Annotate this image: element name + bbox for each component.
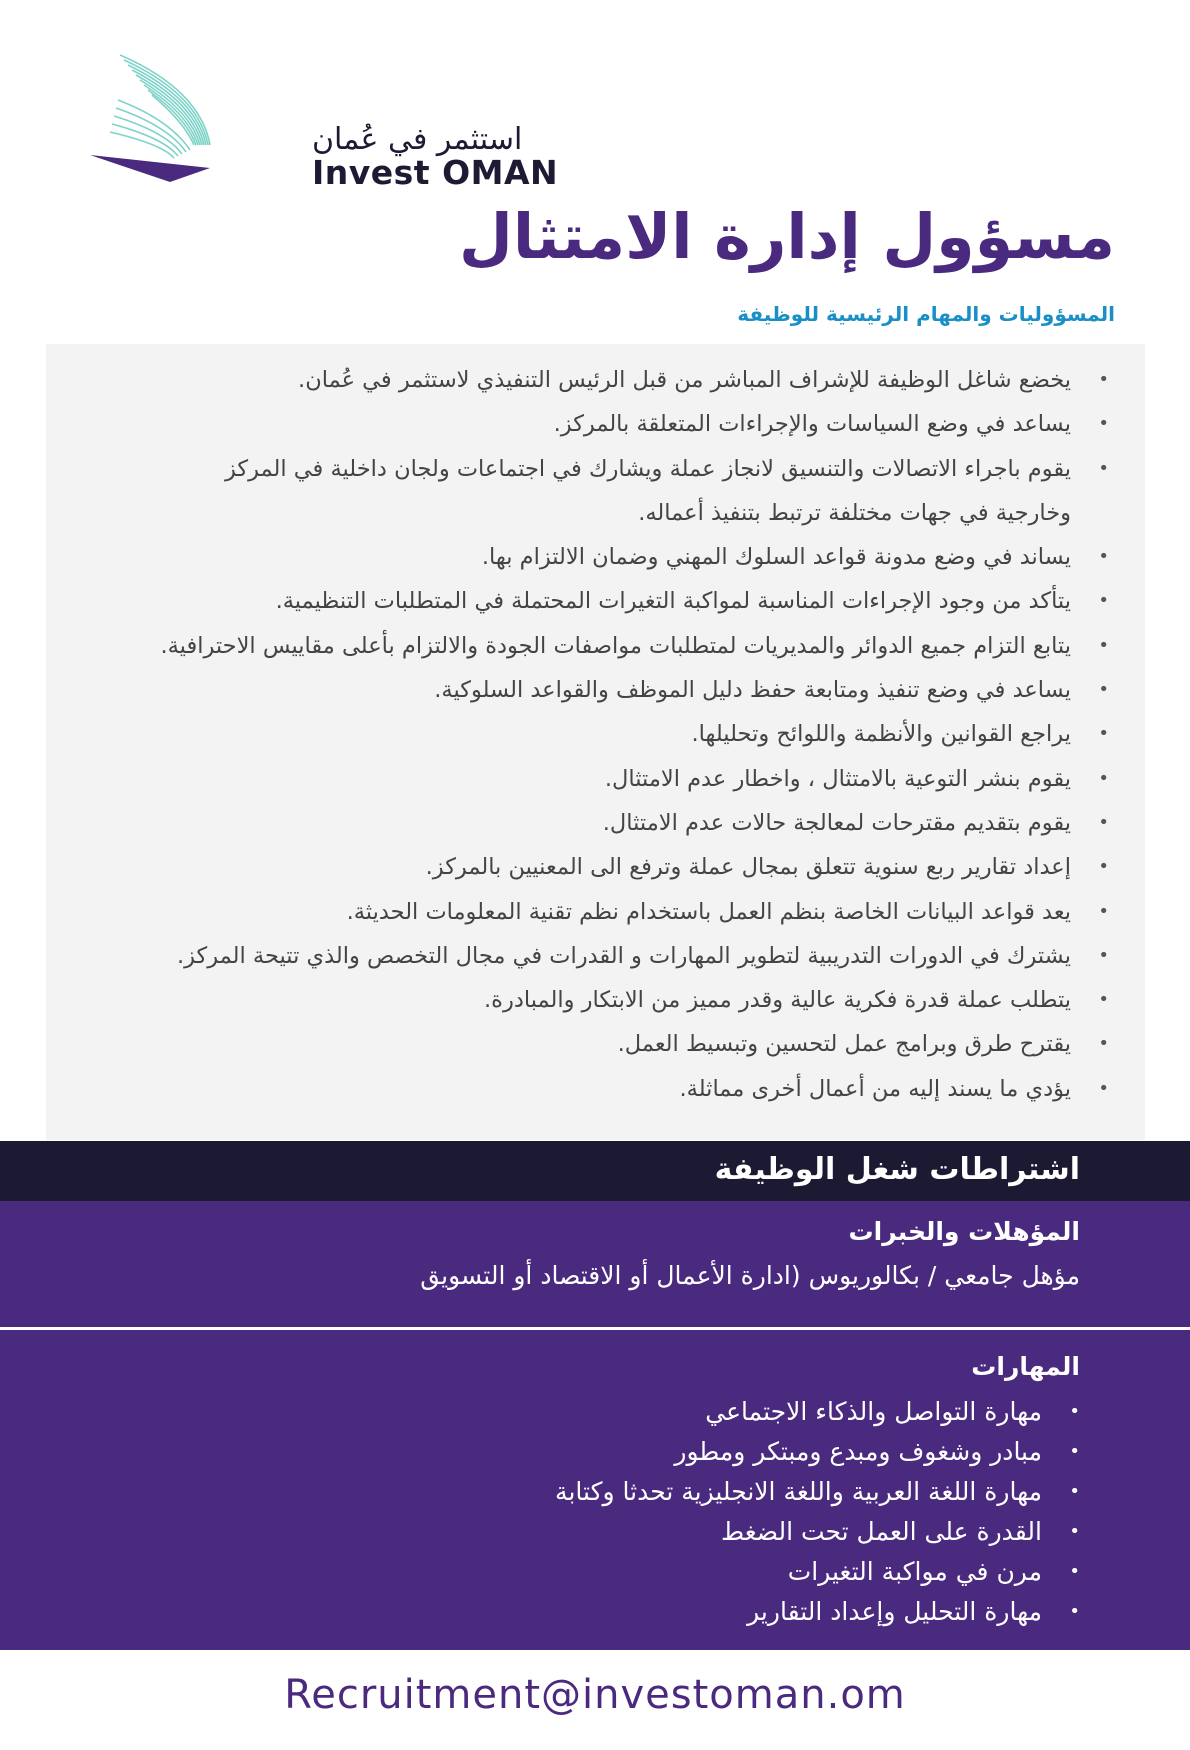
bullet-icon: •: [1098, 856, 1109, 878]
list-item: • مبادر وشغوف ومبدع ومبتكر ومطور: [555, 1432, 1080, 1472]
list-item: • يتابع التزام جميع الدوائر والمديريات لمتطلبات مواصفات الجودة والالتزام بأعلى مقاييس الاحترافية.: [59, 624, 1109, 668]
skills-section: [0, 1330, 1190, 1650]
qualifications-section: [0, 1201, 1190, 1327]
list-item: • مهارة التحليل وإعداد التقارير: [555, 1592, 1080, 1632]
contact-email-link[interactable]: Recruitment@investoman.om: [284, 1672, 906, 1718]
list-item: • إعداد تقارير ربع سنوية تتعلق بمجال عملة وترفع الى المعنيين بالمركز.: [59, 845, 1109, 889]
logo-wing-icon: [90, 50, 310, 190]
bullet-icon: •: [1098, 1033, 1109, 1055]
bullet-icon: •: [1098, 989, 1109, 1011]
requirements-bar: [0, 1141, 1190, 1201]
bullet-icon: •: [1069, 1561, 1080, 1582]
bullet-icon: •: [1098, 944, 1109, 966]
list-item: • يقوم بنشر التوعية بالامتثال ، واخطار عدم الامتثال.: [59, 757, 1109, 801]
bullet-icon: •: [1098, 413, 1109, 435]
list-item: • يشترك في الدورات التدريبية لتطوير المهارات و القدرات في مجال التخصص والذي تتيحة المركز.: [59, 934, 1109, 978]
bullet-icon: •: [1098, 811, 1109, 833]
list-item: • يراجع القوانين والأنظمة واللوائح وتحليلها.: [59, 712, 1109, 756]
bullet-icon: •: [1098, 767, 1109, 789]
bullet-icon: •: [1098, 457, 1109, 479]
list-item: • يساند في وضع مدونة قواعد السلوك المهني وضمان الالتزام بها.: [59, 535, 1109, 579]
bullet-icon: •: [1098, 369, 1109, 390]
list-item: • يقوم باجراء الاتصالات والتنسيق لانجاز عملة ويشارك في اجتماعات ولجان داخلية في المركز: [59, 447, 1109, 491]
bullet-icon: •: [1069, 1521, 1080, 1542]
bullet-icon: •: [1069, 1401, 1080, 1422]
bullet-icon: •: [1098, 679, 1109, 701]
bullet-icon: •: [1098, 723, 1109, 745]
bullet-icon: •: [1069, 1481, 1080, 1502]
list-item: • يتطلب عملة قدرة فكرية عالية وقدر مميز من الابتكار والمبادرة.: [59, 978, 1109, 1022]
bullet-icon: •: [1098, 546, 1109, 568]
responsibilities-heading: المسؤوليات والمهام الرئيسية للوظيفة: [737, 302, 1115, 326]
list-item: • يقوم بتقديم مقترحات لمعالجة حالات عدم الامتثال.: [59, 801, 1109, 845]
bullet-icon: •: [1098, 1077, 1109, 1099]
list-item: • مهارة اللغة العربية واللغة الانجليزية تحدثا وكتابة: [555, 1472, 1080, 1512]
list-item: • يساعد في وضع تنفيذ ومتابعة حفظ دليل الموظف والقواعد السلوكية.: [59, 668, 1109, 712]
list-item: • يؤدي ما يسند إليه من أعمال أخرى مماثلة.: [59, 1067, 1109, 1111]
list-item: • مرن في مواكبة التغيرات: [555, 1552, 1080, 1592]
invest-oman-logo: [90, 50, 559, 192]
list-item: • يقترح طرق وبرامج عمل لتحسين وتبسيط العمل.: [59, 1022, 1109, 1066]
skills-heading: المهارات: [971, 1352, 1080, 1381]
qualifications-heading: المؤهلات والخبرات: [848, 1217, 1080, 1246]
list-item-continuation: وخارجية في جهات مختلفة ترتبط بتنفيذ أعماله.: [638, 499, 1071, 526]
skills-list: [555, 1392, 1080, 1632]
qualifications-text: مؤهل جامعي / بكالوريوس (ادارة الأعمال أو الاقتصاد أو التسويق: [420, 1261, 1080, 1290]
list-item: • يتأكد من وجود الإجراءات المناسبة لمواكبة التغيرات المحتملة في المتطلبات التنظيمية.: [59, 579, 1109, 623]
requirements-title: اشتراطات شغل الوظيفة: [714, 1152, 1080, 1187]
logo-english-text: Invest OMAN: [312, 153, 559, 192]
bullet-icon: •: [1098, 590, 1109, 612]
list-item: • القدرة على العمل تحت الضغط: [555, 1512, 1080, 1552]
responsibilities-list: [59, 358, 1109, 1111]
bullet-icon: •: [1069, 1441, 1080, 1462]
job-title: مسؤول إدارة الامتثال: [459, 200, 1115, 273]
list-item: • يعد قواعد البيانات الخاصة بنظم العمل باستخدام نظم تقنية المعلومات الحديثة.: [59, 890, 1109, 934]
list-item: • يساعد في وضع السياسات والإجراءات المتعلقة بالمركز.: [59, 402, 1109, 446]
bullet-icon: •: [1098, 634, 1109, 656]
list-item: • يخضع شاغل الوظيفة للإشراف المباشر من قبل الرئيس التنفيذي لاستثمر في عُمان.: [59, 358, 1109, 402]
bullet-icon: •: [1098, 900, 1109, 922]
responsibilities-panel: [46, 344, 1145, 1140]
bullet-icon: •: [1069, 1601, 1080, 1622]
logo-arabic-text: استثمر في عُمان: [312, 122, 523, 157]
list-item: • مهارة التواصل والذكاء الاجتماعي: [555, 1392, 1080, 1432]
